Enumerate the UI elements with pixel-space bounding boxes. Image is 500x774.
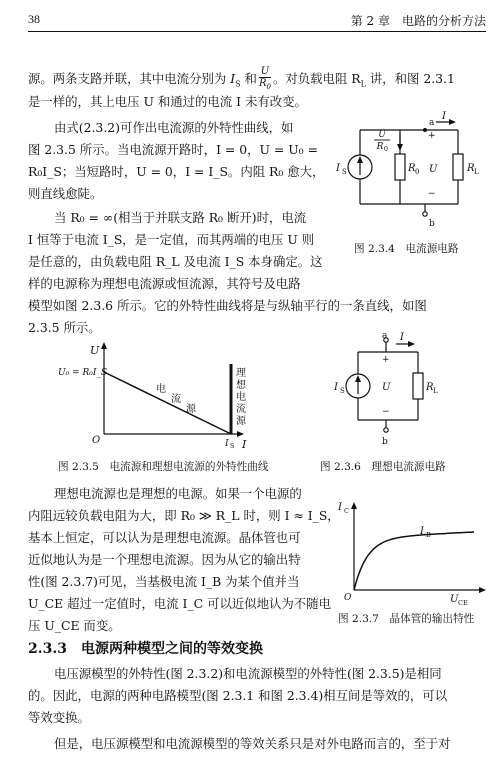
is-tick-label: I (225, 439, 229, 449)
rl-label: R (467, 163, 475, 174)
ib-curve (354, 532, 474, 590)
current-label: I (442, 111, 446, 122)
p1-line-2: 是一样的，其上电压 U 和通过的电流 I 未有改变。 (28, 94, 307, 109)
svg-text:S: S (342, 168, 347, 176)
x-axis-arrow-icon (237, 431, 244, 437)
origin-label: O (92, 435, 101, 446)
x-axis-label: I (242, 438, 247, 450)
p5-line-4: 但是，电压源模型和电流源模型的等效关系只是对外电路而言的，至于对 (54, 736, 451, 751)
line2-char-4: 流 (236, 404, 246, 415)
node-b-terminal (384, 428, 388, 432)
minus-label: − (382, 407, 390, 417)
p5-line-3: 等效变换。 (28, 710, 90, 725)
p3-line-4: 样的电源称为理想电流源或恒流源，其符号及电路 (28, 276, 301, 291)
header-rule (28, 31, 486, 32)
svg-text:S: S (230, 442, 235, 450)
figure-2-3-7-caption: 图 2.3.7 晶体管的输出特性 (338, 613, 475, 625)
p1-line-1: 源。两条支路并联，其中电流分别为 $I_S$ 和 $\frac{U}{R_0}$ 。对负载电阻 $R_L$ 讲，和图 2.3.1 (28, 66, 455, 91)
r0-label: R (408, 163, 416, 174)
x-axis-arrow-icon (479, 587, 486, 593)
p4-line-3: 基本上恒定，可以认为是理想电流源。晶体管也可 (28, 530, 301, 545)
figure-2-3-4-caption: 图 2.3.4 电流源电路 (354, 243, 459, 255)
line1-char-3: 源 (186, 404, 196, 415)
page-number: 38 (28, 12, 40, 26)
node-a-label: a (429, 118, 435, 128)
node-a-label: a (382, 332, 388, 341)
y-axis-arrow-icon (351, 502, 357, 509)
p4-line-1: 理想电流源也是理想的电源。如果一个电源的 (54, 486, 302, 501)
line1-char-2: 流 (171, 394, 181, 405)
branch-current-numerator: U (378, 130, 386, 140)
svg-text:0: 0 (383, 145, 389, 153)
arrow-right-icon (449, 119, 456, 125)
node-a-dot (423, 128, 427, 132)
source-label: I (336, 163, 340, 174)
p3-line-3: 是任意的，由负载电阻 R_L 及电流 I_S 本身确定。这 (28, 254, 323, 269)
minus-label: − (428, 189, 436, 199)
p2-line-2: 图 2.3.5 所示。当电流源开路时，I = 0，U = U₀ = (28, 142, 318, 157)
line2-char-5: 源 (236, 416, 246, 427)
arrow-right-icon (408, 341, 415, 347)
line1-char-1: 电 (156, 384, 166, 395)
branch-current-denominator: R (376, 142, 384, 152)
arrow-down-icon (397, 144, 403, 151)
current-label: I (400, 332, 404, 343)
svg-text:L: L (433, 387, 438, 395)
voltage-label: U (429, 164, 438, 175)
u0-label: U₀ = R₀I_S (58, 368, 108, 378)
plus-label: + (382, 355, 390, 365)
y-axis-arrow-icon (101, 342, 107, 349)
svg-text:S: S (340, 387, 345, 395)
p2-line-1: 由式(2.3.2)可作出电流源的外特性曲线，如 (54, 120, 294, 135)
r0-resistor-icon (395, 154, 405, 180)
figure-2-3-7-transistor-output-chart (332, 494, 492, 606)
voltage-label: U (382, 382, 391, 393)
p3-line-2: I 恒等于电流 I_S，是一定值，而其两端的电压 U 则 (28, 232, 315, 247)
p3-line-1: 当 R₀ = ∞(相当于并联支路 R₀ 断开)时，电流 (54, 210, 307, 225)
chapter-title: 第 2 章 电路的分析方法 (350, 14, 486, 28)
origin-label: O (344, 593, 352, 603)
svg-text:0: 0 (415, 168, 420, 176)
p4-line-7: 压 U_CE 而变。 (28, 618, 121, 633)
y-axis-label: I (338, 502, 342, 513)
node-b-terminal (423, 212, 427, 216)
y-axis-label: U (90, 344, 100, 357)
rl-label: R (426, 382, 434, 393)
p5-line-2: 的。因此，电源的两种电路模型(图 2.3.1 和图 2.3.4)相互间是等效的，可以 (28, 688, 448, 703)
node-b-label: b (382, 437, 388, 447)
p4-line-4: 近似地认为是一个理想电流源。因为从它的输出特 (28, 552, 301, 567)
page-header (28, 12, 486, 28)
p4-line-5: 性(图 2.3.7)可见，当基极电流 I_B 为某个值并当 (28, 574, 300, 589)
svg-text:CE: CE (458, 599, 468, 606)
rl-resistor-icon (453, 154, 463, 180)
figure-2-3-5-caption: 图 2.3.5 电流源和理想电流源的外特性曲线 (58, 461, 269, 473)
figure-2-3-6-ideal-source-circuit (326, 332, 456, 448)
source-label: I (334, 382, 338, 393)
p5-line-1: 电压源模型的外特性(图 2.3.2)和电流源模型的外特性(图 2.3.5)是相同 (54, 666, 442, 681)
svg-text:B: B (426, 531, 431, 539)
node-b-label: b (429, 219, 435, 229)
x-axis-label: U (450, 594, 459, 605)
u-over-r0-fraction: $\frac{U}{R_0}$ (258, 66, 271, 91)
line2-char-1: 理 (236, 368, 246, 379)
figure-2-3-6-caption: 图 2.3.6 理想电流源电路 (320, 461, 446, 473)
p2-line-4: 则直线愈陡。 (28, 186, 103, 201)
svg-text:C: C (344, 507, 349, 515)
rl-resistor-icon (413, 373, 423, 399)
section-title: 电源两种模型之间的等效变换 (80, 641, 263, 657)
line2-char-2: 想 (236, 380, 246, 391)
section-heading (28, 638, 263, 658)
line2-char-3: 电 (236, 392, 246, 403)
p4-line-2: 内阻远较负载电阻为大，即 R₀ ≫ R_L 时，则 I ≈ I_S， (28, 508, 340, 523)
p2-line-3: R₀I_S；当短路时，U = 0，I = I_S。内阻 R₀ 愈大， (28, 164, 325, 179)
p4-line-6: U_CE 超过一定值时，电流 I_C 可以近似地认为不随电 (28, 596, 331, 611)
p3-line-5: 模型如图 2.3.6 所示。它的外特性曲线将是与纵轴平行的一条直线，如图 (28, 298, 427, 313)
figure-2-3-4-current-source-circuit (330, 108, 490, 236)
curve-label: I (420, 526, 424, 537)
section-number: 2.3.3 (28, 641, 67, 657)
plus-label: + (428, 131, 436, 141)
current-source-line (104, 372, 231, 434)
figure-2-3-5-characteristic-chart (54, 338, 254, 450)
p3-line-6: 2.3.5 所示。 (28, 320, 101, 335)
svg-text:L: L (474, 168, 479, 176)
